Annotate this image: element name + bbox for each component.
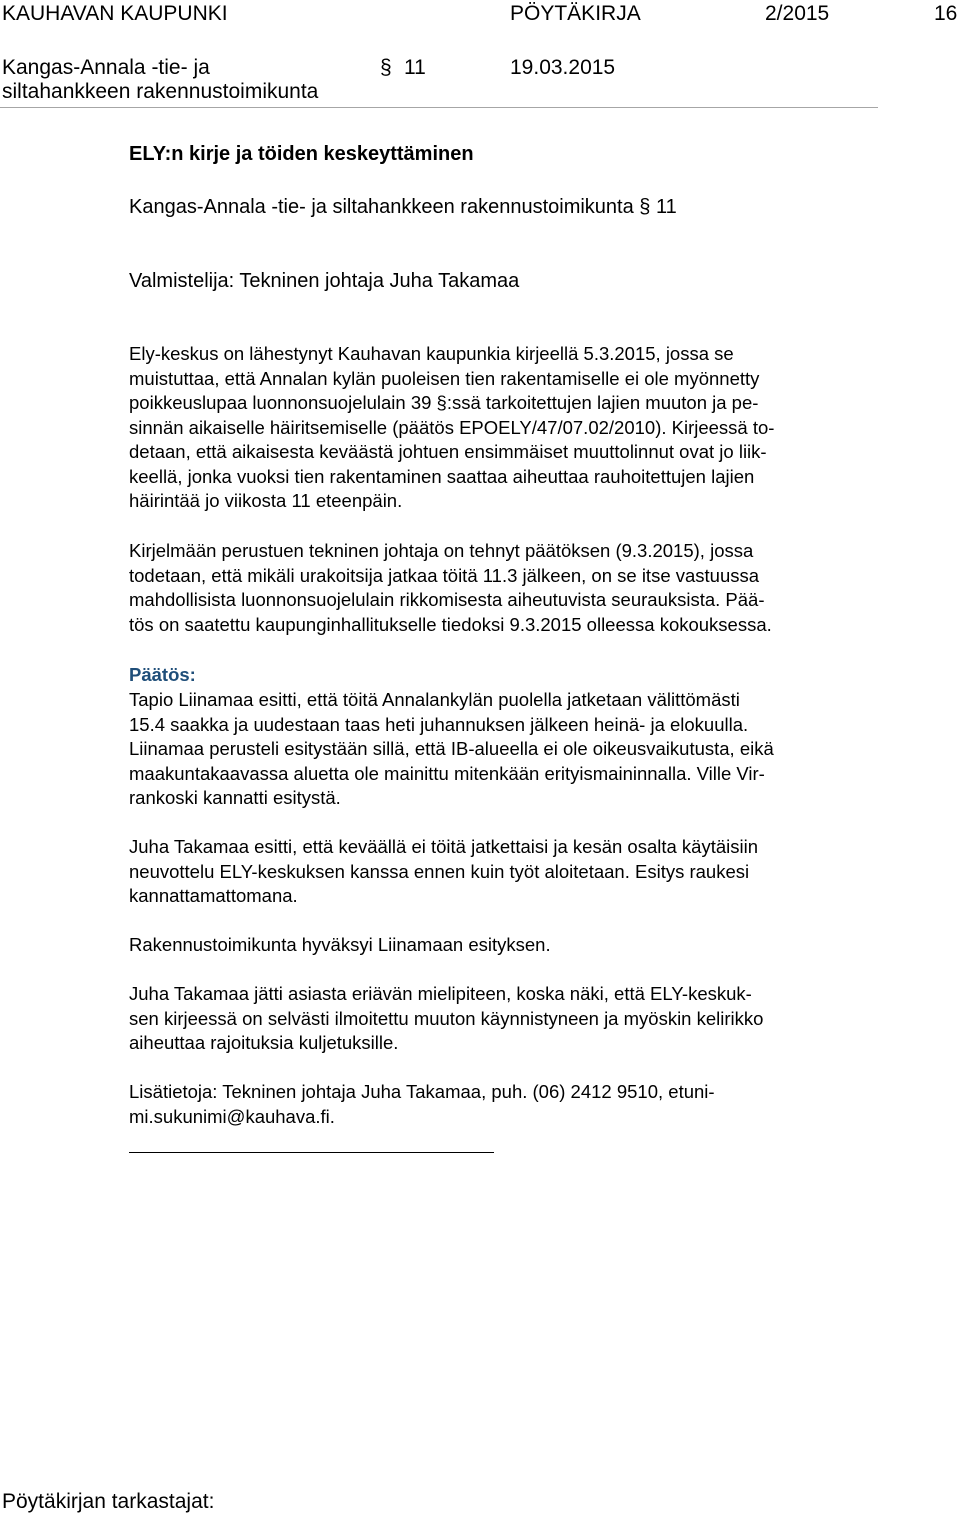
decision-heading (129, 663, 889, 688)
text-line: rankoski kannatti esitystä. (129, 787, 341, 808)
text-line: sen kirjeessä on selvästi ilmoitettu muuton käynnistyneen ja myöskin kelirikko (129, 1007, 764, 1029)
text-line: todetaan, että mikäli urakoitsija jatkaa töitä 11.3 jälkeen, on se itse vastuussa (129, 564, 760, 586)
section-number: 11 (404, 56, 426, 79)
meeting-date: 19.03.2015 (510, 56, 616, 79)
paragraph-contact-info (129, 1080, 889, 1129)
separator-line (129, 1152, 494, 1153)
text-line: keellä, jonka vuoksi tien rakentaminen saattaa aiheuttaa rauhoitettujen lajien (129, 465, 755, 487)
doc-type: PÖYTÄKIRJA (510, 2, 641, 25)
org-name: KAUHAVAN KAUPUNKI (2, 2, 228, 25)
item-title: ELY:n kirje ja töiden keskeyttäminen (129, 143, 474, 165)
text-line: mi.sukunimi@kauhava.fi. (129, 1105, 335, 1127)
text-line: Tapio Liinamaa esitti, että töitä Annalankylän puolella jatketaan välittömästi (129, 689, 740, 710)
paragraph-approval (129, 933, 889, 958)
footer-reviewers: Pöytäkirjan tarkastajat: (2, 1490, 215, 1513)
paragraph-dissent (129, 982, 889, 1056)
text-line: kannattamattomana. (129, 885, 298, 906)
text-line: Rakennustoimikunta hyväksyi Liinamaan esityksen. (129, 934, 551, 955)
text-line: aiheuttaa rajoituksia kuljetuksille. (129, 1032, 399, 1053)
section-symbol: § (380, 56, 392, 79)
body-name-line2: siltahankkeen rakennustoimikunta (2, 80, 319, 103)
page-number: 16 (934, 2, 958, 25)
item-subtitle: Kangas-Annala -tie- ja siltahankkeen rakennustoimikunta § 11 (129, 196, 677, 218)
text-line: tös on saatettu kaupunginhallitukselle tiedoksi 9.3.2015 olleessa kokouksessa. (129, 613, 772, 635)
text-line: Juha Takamaa jätti asiasta eriävän mielipiteen, koska näki, että ELY-keskuk- (129, 983, 752, 1004)
text-line: Kirjelmään perustuen tekninen johtaja on tehnyt päätöksen (9.3.2015), jossa (129, 540, 754, 561)
header-rule (0, 107, 878, 108)
paragraph-director-decision (129, 539, 889, 637)
text-line: detaan, että aikaisesta keväästä johtuen ensimmäiset muuttolinnut ovat jo liik- (129, 441, 767, 462)
text-line: Liinamaa perusteli esitystään sillä, että IB-alueella ei ole oikeusvaikutusta, eikä (129, 738, 774, 759)
text-line: neuvottelu ELY-keskuksen kanssa ennen kuin työt aloitetaan. Esitys raukesi (129, 860, 750, 882)
decision-label: Päätös: (129, 664, 196, 685)
text-line: maakuntakaavassa aluetta ole mainittu mitenkään erityismaininnalla. Ville Vir- (129, 762, 765, 784)
text-line: 15.4 saakka ja uudestaan taas heti juhannuksen jälkeen heinä- ja elokuulla. (129, 713, 749, 735)
text-line: sinnän aikaiselle häiritsemiselle (päätös EPOELY/47/07.02/2010). Kirjeessä to- (129, 416, 775, 438)
text-line: häirintää jo viikosta 11 eteenpäin. (129, 490, 403, 511)
paragraph-liinamaa-proposal (129, 688, 889, 811)
text-line: muistuttaa, että Annalan kylän puoleisen tien rakentamiselle ei ole myönnetty (129, 367, 760, 389)
text-line: Juha Takamaa esitti, että keväällä ei töitä jatkettaisi ja kesän osalta käytäisiin (129, 836, 758, 857)
preparer-line: Valmistelija: Tekninen johtaja Juha Takamaa (129, 270, 520, 292)
paragraph-takamaa-proposal (129, 835, 889, 909)
doc-number: 2/2015 (765, 2, 830, 25)
body-name-line1: Kangas-Annala -tie- ja (2, 56, 210, 79)
text-line: Ely-keskus on lähestynyt Kauhavan kaupunkia kirjeellä 5.3.2015, jossa se (129, 343, 734, 364)
paragraph-ely-letter (129, 342, 889, 514)
text-line: mahdollisista luonnonsuojelulain rikkomisesta aiheutuvista seurauksista. Pää- (129, 589, 765, 610)
text-line: Lisätietoja: Tekninen johtaja Juha Takamaa, puh. (06) 2412 9510, etuni- (129, 1081, 715, 1102)
text-line: poikkeuslupaa luonnonsuojelulain 39 §:ssä tarkoitettujen lajien muuton ja pe- (129, 392, 759, 413)
